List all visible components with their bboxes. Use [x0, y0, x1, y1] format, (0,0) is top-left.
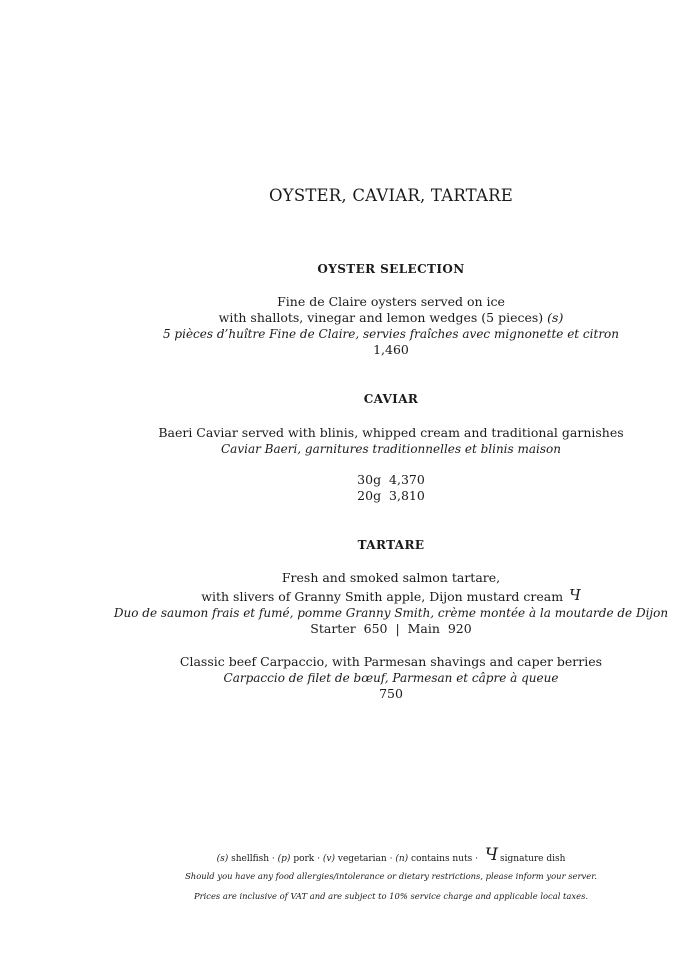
menu-item-salmon-tartare	[0, 570, 679, 637]
item-description-line: with shallots, vinegar and lemon wedges (5 pieces) (s)	[218, 310, 564, 325]
menu-item-oysters	[0, 294, 679, 358]
item-french-description: Duo de saumon frais et fumé, pomme Granny Smith, crème montée à la moutarde de Dijon	[113, 606, 669, 620]
item-french-description: Caviar Baeri, garnitures traditionnelles et blinis maison	[221, 442, 561, 456]
item-price: 1,460	[373, 342, 409, 357]
allergy-note: Should you have any food allergies/intolerance or dietary restrictions, please inform your server.	[185, 871, 597, 881]
footer-legend	[0, 845, 679, 866]
item-price: Starter 650 | Main 920	[310, 621, 472, 636]
section-caviar	[0, 392, 679, 406]
item-price: 30g 4,370	[357, 472, 425, 487]
item-description-line: Fresh and smoked salmon tartare,	[281, 570, 501, 585]
item-description-line: Baeri Caviar served with blinis, whipped cream and traditional garnishes	[158, 425, 624, 440]
price-note: Prices are inclusive of VAT and are subject to 10% service charge and applicable local taxes.	[193, 891, 589, 901]
footer-notes	[0, 866, 679, 906]
item-french-description: 5 pièces d’huître Fine de Claire, servies fraîches avec mignonette et citron	[162, 327, 620, 341]
menu-page-title: OYSTER, CAVIAR, TARTARE	[269, 186, 513, 205]
section-heading: CAVIAR	[363, 392, 419, 406]
item-description-line: with slivers of Granny Smith apple, Dijon mustard cream Ч	[201, 586, 581, 604]
signature-dish-icon: Ч	[484, 845, 499, 865]
section-tartare	[0, 538, 679, 552]
item-french-description: Carpaccio de filet de bœuf, Parmesan et câpre à queue	[223, 671, 559, 685]
item-price: 20g 3,810	[357, 488, 425, 503]
section-heading: TARTARE	[357, 538, 425, 552]
section-oyster-selection	[0, 262, 679, 276]
shellfish-tag: (s)	[547, 310, 564, 325]
signature-dish-icon: Ч	[569, 586, 581, 604]
menu-item-beef-carpaccio	[0, 654, 679, 702]
item-description-line: Fine de Claire oysters served on ice	[277, 294, 505, 309]
dietary-legend: (s) shellfish · (p) pork · (v) vegetarian · (n) contains nuts · Ч signature dish	[216, 845, 566, 865]
section-heading: OYSTER SELECTION	[317, 262, 465, 276]
item-price: 750	[379, 686, 403, 701]
caviar-prices	[0, 472, 679, 504]
item-description-line: Classic beef Carpaccio, with Parmesan shavings and caper berries	[179, 654, 603, 669]
menu-item-caviar	[0, 425, 679, 457]
